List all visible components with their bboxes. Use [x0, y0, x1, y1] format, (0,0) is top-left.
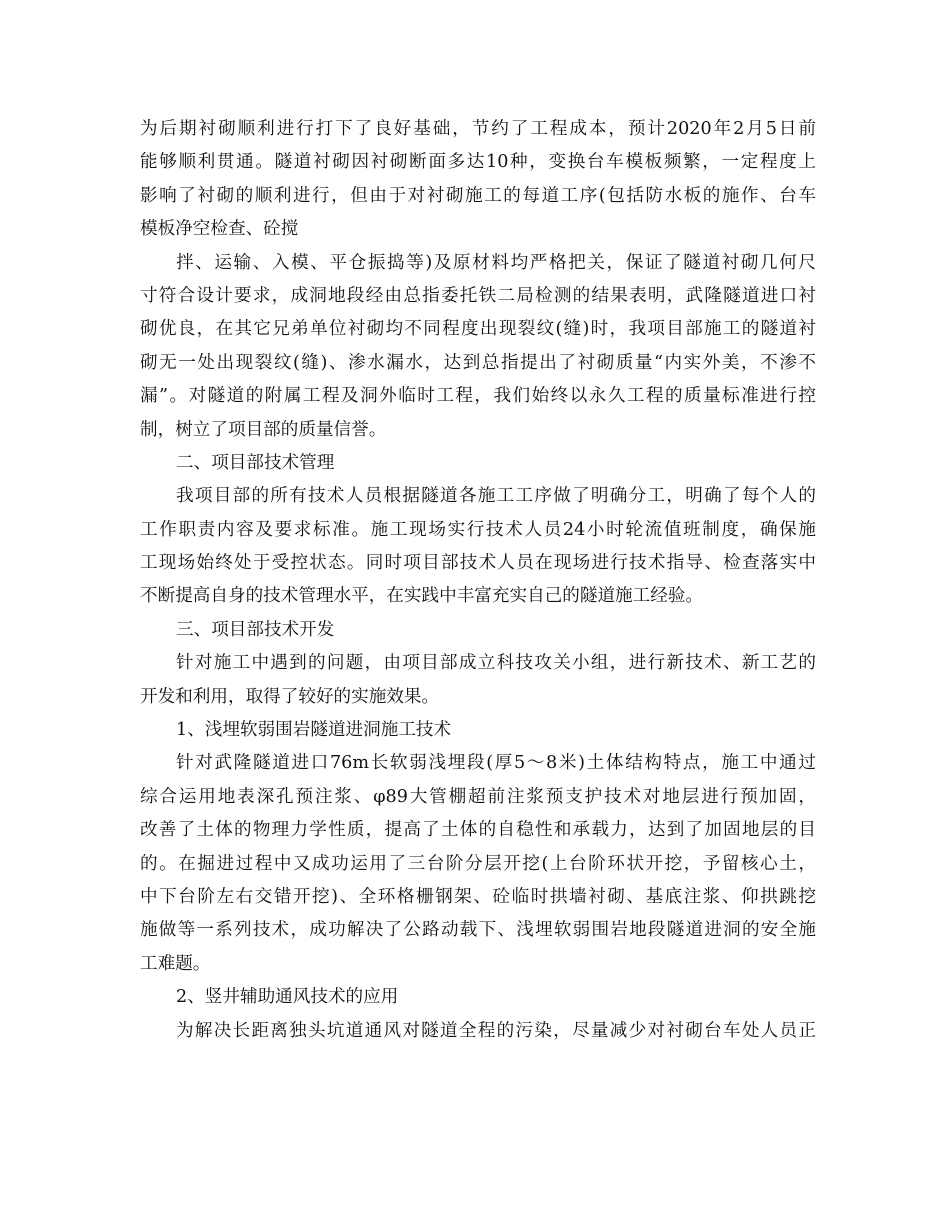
text-line: 砌无一处出现裂纹(缝)、渗水漏水，达到总指提出了衬砌质量“内实外美，不渗不: [140, 352, 816, 373]
text-line: 为解决长距离独头坑道通风对隧道全程的污染，尽量减少对衬砌台车处人员正: [176, 1020, 816, 1041]
document-body: [140, 113, 816, 1048]
text-line: 施做等一系列技术，成功解决了公路动载下、浅埋软弱围岩地段隧道进洞的安全施: [140, 920, 816, 941]
text-line: 针对施工中遇到的问题，由项目部成立科技攻关小组，进行新技术、新工艺的: [176, 653, 816, 674]
text-line: 影响了衬砌的顺利进行，但由于对衬砌施工的每道工序(包括防水板的施作、台车: [140, 185, 816, 206]
text-line: 能够顺利贯通。隧道衬砌因衬砌断面多达10种，变换台车模板频繁，一定程度上: [140, 152, 816, 173]
text-line: 我项目部的所有技术人员根据隧道各施工工序做了明确分工，明确了每个人的: [176, 486, 816, 507]
text-line: 寸符合设计要求，成洞地段经由总指委托铁二局检测的结果表明，武隆隧道进口衬: [140, 285, 816, 306]
text-line: 二、项目部技术管理: [176, 452, 335, 473]
text-line: 砌优良，在其它兄弟单位衬砌均不同程度出现裂纹(缝)时，我项目部施工的隧道衬: [140, 319, 816, 340]
text-line: 开发和利用，取得了较好的实施效果。: [140, 686, 440, 707]
text-line: 不断提高自身的技术管理水平，在实践中丰富充实自己的隧道施工经验。: [140, 586, 704, 607]
text-line: 综合运用地表深孔预注浆、φ89大管棚超前注浆预支护技术对地层进行预加固，: [140, 786, 816, 807]
text-line: 工现场始终处于受控状态。同时项目部技术人员在现场进行技术指导、检查落实中: [140, 553, 816, 574]
text-line: 制，树立了项目部的质量信誉。: [140, 419, 387, 440]
text-line: 2、竖井辅助通风技术的应用: [176, 987, 399, 1008]
text-line: 针对武隆隧道进口76m长软弱浅埋段(厚5～8米)土体结构特点，施工中通过: [176, 753, 816, 774]
text-line: 漏”。对隧道的附属工程及洞外临时工程，我们始终以永久工程的质量标准进行控: [140, 386, 816, 407]
text-line: 工难题。: [140, 953, 211, 974]
text-line: 中下台阶左右交错开挖)、全环格栅钢架、砼临时拱墙衬砌、基底注浆、仰拱跳挖: [140, 886, 816, 907]
text-line: 模板净空检查、砼搅: [140, 219, 299, 240]
text-line: 三、项目部技术开发: [176, 619, 335, 640]
text-line: 拌、运输、入模、平仓振捣等)及原材料均严格把关，保证了隧道衬砌几何尺: [176, 252, 816, 273]
text-line: 1、浅埋软弱围岩隧道进洞施工技术: [176, 720, 452, 741]
text-line: 的。在掘进过程中又成功运用了三台阶分层开挖(上台阶环状开挖，予留核心土，: [140, 853, 816, 874]
text-line: 改善了土体的物理力学性质，提高了土体的自稳性和承载力，达到了加固地层的目: [140, 820, 816, 841]
text-line: 工作职责内容及要求标准。施工现场实行技术人员24小时轮流值班制度，确保施: [140, 519, 816, 540]
text-line: 为后期衬砌顺利进行打下了良好基础，节约了工程成本，预计2020年2月5日前: [140, 119, 816, 139]
